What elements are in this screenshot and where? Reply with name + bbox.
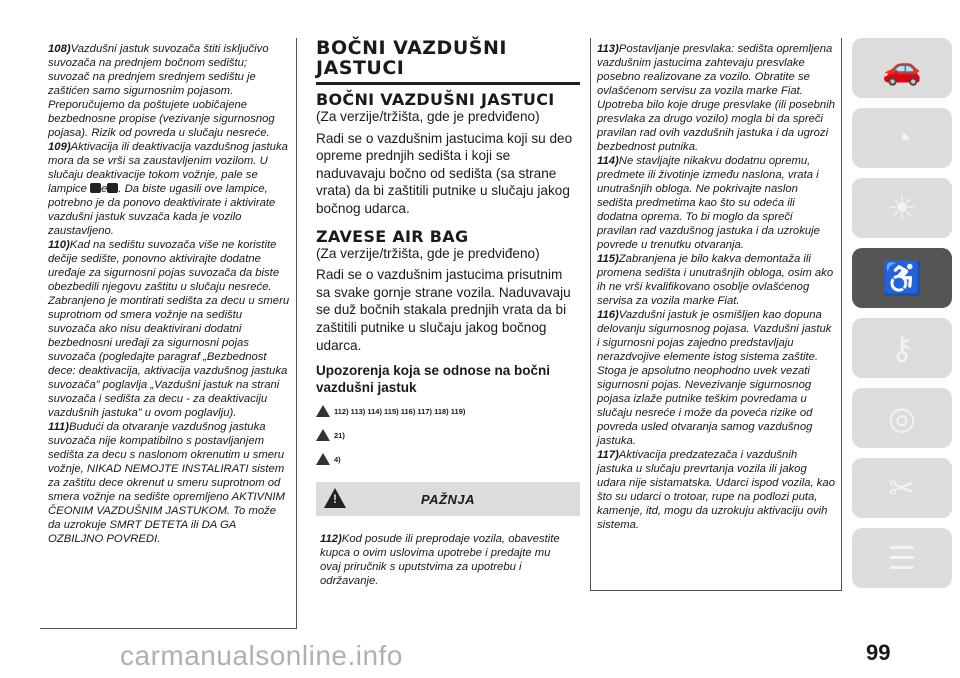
steering-emergency-icon[interactable]: ◎ <box>852 388 952 448</box>
warning-box-header <box>316 482 580 516</box>
notes-column-left <box>40 38 297 629</box>
reference-row: 4) <box>316 450 580 468</box>
note-115: 115)Zabranjena je bilo kakva demontaža ili promena sedišta i unutrašnjih obloga, osim ako ih ne vrši kvalifikovano osoblje ovlašćenog servisa za vozila marke Fiat. <box>597 253 834 307</box>
environment-icon <box>316 453 330 465</box>
notes-column-right <box>590 38 842 591</box>
airbag-off-icon <box>90 183 101 193</box>
note-116: 116)Vazdušni jastuk je osmišljen kao dopuna delovanju sigurnosnog pojasa. Vazdušni jastuk i sigurnosni pojas zajedno predstavljaju nerazdvojive elemente istog sistema zaštite. Stoga je apsolutno neophodno uvek vezati sigurnosni pojas. Nevezivanje sigurnosnog pojasa izlaže putnike teškim povredama u slučaju nesreće i može da poveća rizike od povreda usled otvaranja samog vazdušnog jastuka. <box>597 309 832 447</box>
car-info-icon[interactable]: 🚗 <box>852 38 952 98</box>
note-114: 114)Ne stavljajte nikakvu dodatnu opremu, predmete ili životinje između naslona, vrata i unutrašnjih obloga. Ne pokrivajte naslon sedišta predmetima kao što su odeća ili dodatna oprema. To bi moglo da spreči pravilan rad vazdušnog jastuka i da uzrokuje povrede u trenutku otvaranja. <box>597 155 820 251</box>
title-rule <box>316 82 580 85</box>
caution-triangle-icon <box>316 429 330 441</box>
curtain-airbag-text: Radi se o vazdušnim jastucima prisutnim sa svake gornje strane vozila. Naduvavaju se duž bočnih stakala prednjih vrata da bi zaštitili putnike u slučaju jakog bočnog udarca. <box>316 267 571 353</box>
availability-note-2: (Za verzije/tržišta, gde je predviđeno) <box>316 245 540 261</box>
page-number: 99 <box>866 640 891 665</box>
note-111: 111)Budući da otvaranje vazdušnog jastuka suvozača nije kompatibilno s postavljanjem sedišta za decu s naslonom okrenutim u smeru vožnje, NIKAD NEMOJTE INSTALIRATI sistem za zaštitu dece okrenut u smeru suprotnom od smera vožnje na sedište opremljeno AKTIVNIM ČEONIM VAZDUŠNIM JASTUKOM. To može da uzrokuje SMRT DETETA ili DA GA OZBILJNO POVREDI. <box>48 421 285 545</box>
availability-note: (Za verzije/tržišta, gde je predviđeno) <box>316 109 540 124</box>
airbag-safety-icon[interactable]: ♿ <box>852 248 952 308</box>
reference-row: 112) 113) 114) 115) 116) 117) 118) 119) <box>316 402 580 420</box>
note-113: 113)Postavljanje presvlaka: sedišta opremljena vazdušnim jastucima zahtevaju presvlake posebno realizovane za vozilo. Obratite se ovlašćenom servisu za vozila marke Fiat. Upotreba bilo koje druge presvlake (ili posebnih presvlaka za drugo vozilo) mogla bi da spreči pravilan rad ovih vazdušnih jastuka i da ugrozi bezbednost putnika. <box>597 43 836 153</box>
section-subtitle: BOČNI VAZDUŠNI JASTUCI <box>316 90 555 109</box>
note-117: 117)Aktivacija predzatezača i vazdušnih jastuka u slučaju prevrtanja vozila ili jakog udara nije sistamatska. Udarci ispod vozila, kao što su udarci o trotoar, rupe na podlozi puta, kamenje, itd, mogu da uzrokuju aktivaciju ovih sistema. <box>597 449 835 531</box>
warnings-heading: Upozorenja koja se odnose na bočni vazdušni jastuk <box>316 363 551 396</box>
chapter-tabs <box>852 38 954 598</box>
airbag-fault-icon <box>107 183 118 193</box>
curtain-airbag-heading: ZAVESE AIR BAG <box>316 226 469 246</box>
index-letters-icon[interactable]: ☰ <box>852 528 952 588</box>
warning-box-body <box>316 516 580 588</box>
note-109: 109)Aktivacija ili deaktivacija vazdušnog jastuka mora da se vrši sa zaustavljenim vozilom. U slučaju deaktivacije tokom vožnje, pale se lampice e . Da biste ugasili ove lampice, potrebno je da ponovo deaktivirate i aktivirate vazdušni jastuk suvzača kada je vozilo zaustavljeno. <box>48 141 288 237</box>
warning-triangle-icon <box>316 405 330 417</box>
warning-triangle-icon <box>324 488 346 508</box>
reference-row: 21) <box>316 426 580 444</box>
warning-title: PAŽNJA <box>420 491 476 507</box>
note-110: 110)Kad na sedištu suvozača više ne koristite dečije sedište, ponovno aktivirajte dodatne uređaje za sigurnosni pojas suvozača da biste obezbedili njegovu zaštitu u slučaju nesreće. Zabranjeno je montirati sedišta za decu u smeru suprotnom od smera vožnje na sedištu suvozača ako nisu deaktivirani dodatni bezbednosni uređaji za sigurnosni pojas suvozača (pogledajte paragraf „Bezbednost dece: deaktivacija, aktivacija vazdušnog jastuka suvozača” poglavlja „Vazdušni jastuk na strani suvozača i sedišta za decu - za deaktivaciju vazdušnih jastuka” u ovom poglavlju). <box>48 239 290 419</box>
note-112: 112)Kod posude ili preprodaje vozila, obavestite kupca o ovim uslovima upotrebe i predajte mu ovaj priručnik s uputstvima za upotrebu i održavanje. <box>320 533 560 588</box>
key-start-icon[interactable]: ⚷ <box>852 318 952 378</box>
dashboard-icon[interactable]: ◔ <box>852 108 952 168</box>
section-title: BOČNI VAZDUŠNI JASTUCI <box>316 37 507 79</box>
watermark: carmanualsonline.info <box>120 640 403 671</box>
side-airbag-text: Radi se o vazdušnim jastucima koji su deo opreme prednjih sedišta i koji se naduvavaju bočno od sedišta (sa strane vrata) da bi zaštitili putnike u slučaju jakog bočnog udarca. <box>316 130 573 216</box>
main-column <box>316 38 580 588</box>
warning-lights-icon[interactable]: ☀ <box>852 178 952 238</box>
wrench-maintenance-icon[interactable]: ✂ <box>852 458 952 518</box>
note-108: 108)Vazdušni jastuk suvozača štiti isključivo suvozača na prednjem bočnom sedištu; suvozač na prednjem srednjem sedištu je zaštićen samo sigurnosnim pojasom. Preporučujemo da poštujete uobičajene bezbednosne propise (vezivanje sigurnosnog pojasa). Rizik od povreda u slučaju nesreće. <box>48 43 275 139</box>
